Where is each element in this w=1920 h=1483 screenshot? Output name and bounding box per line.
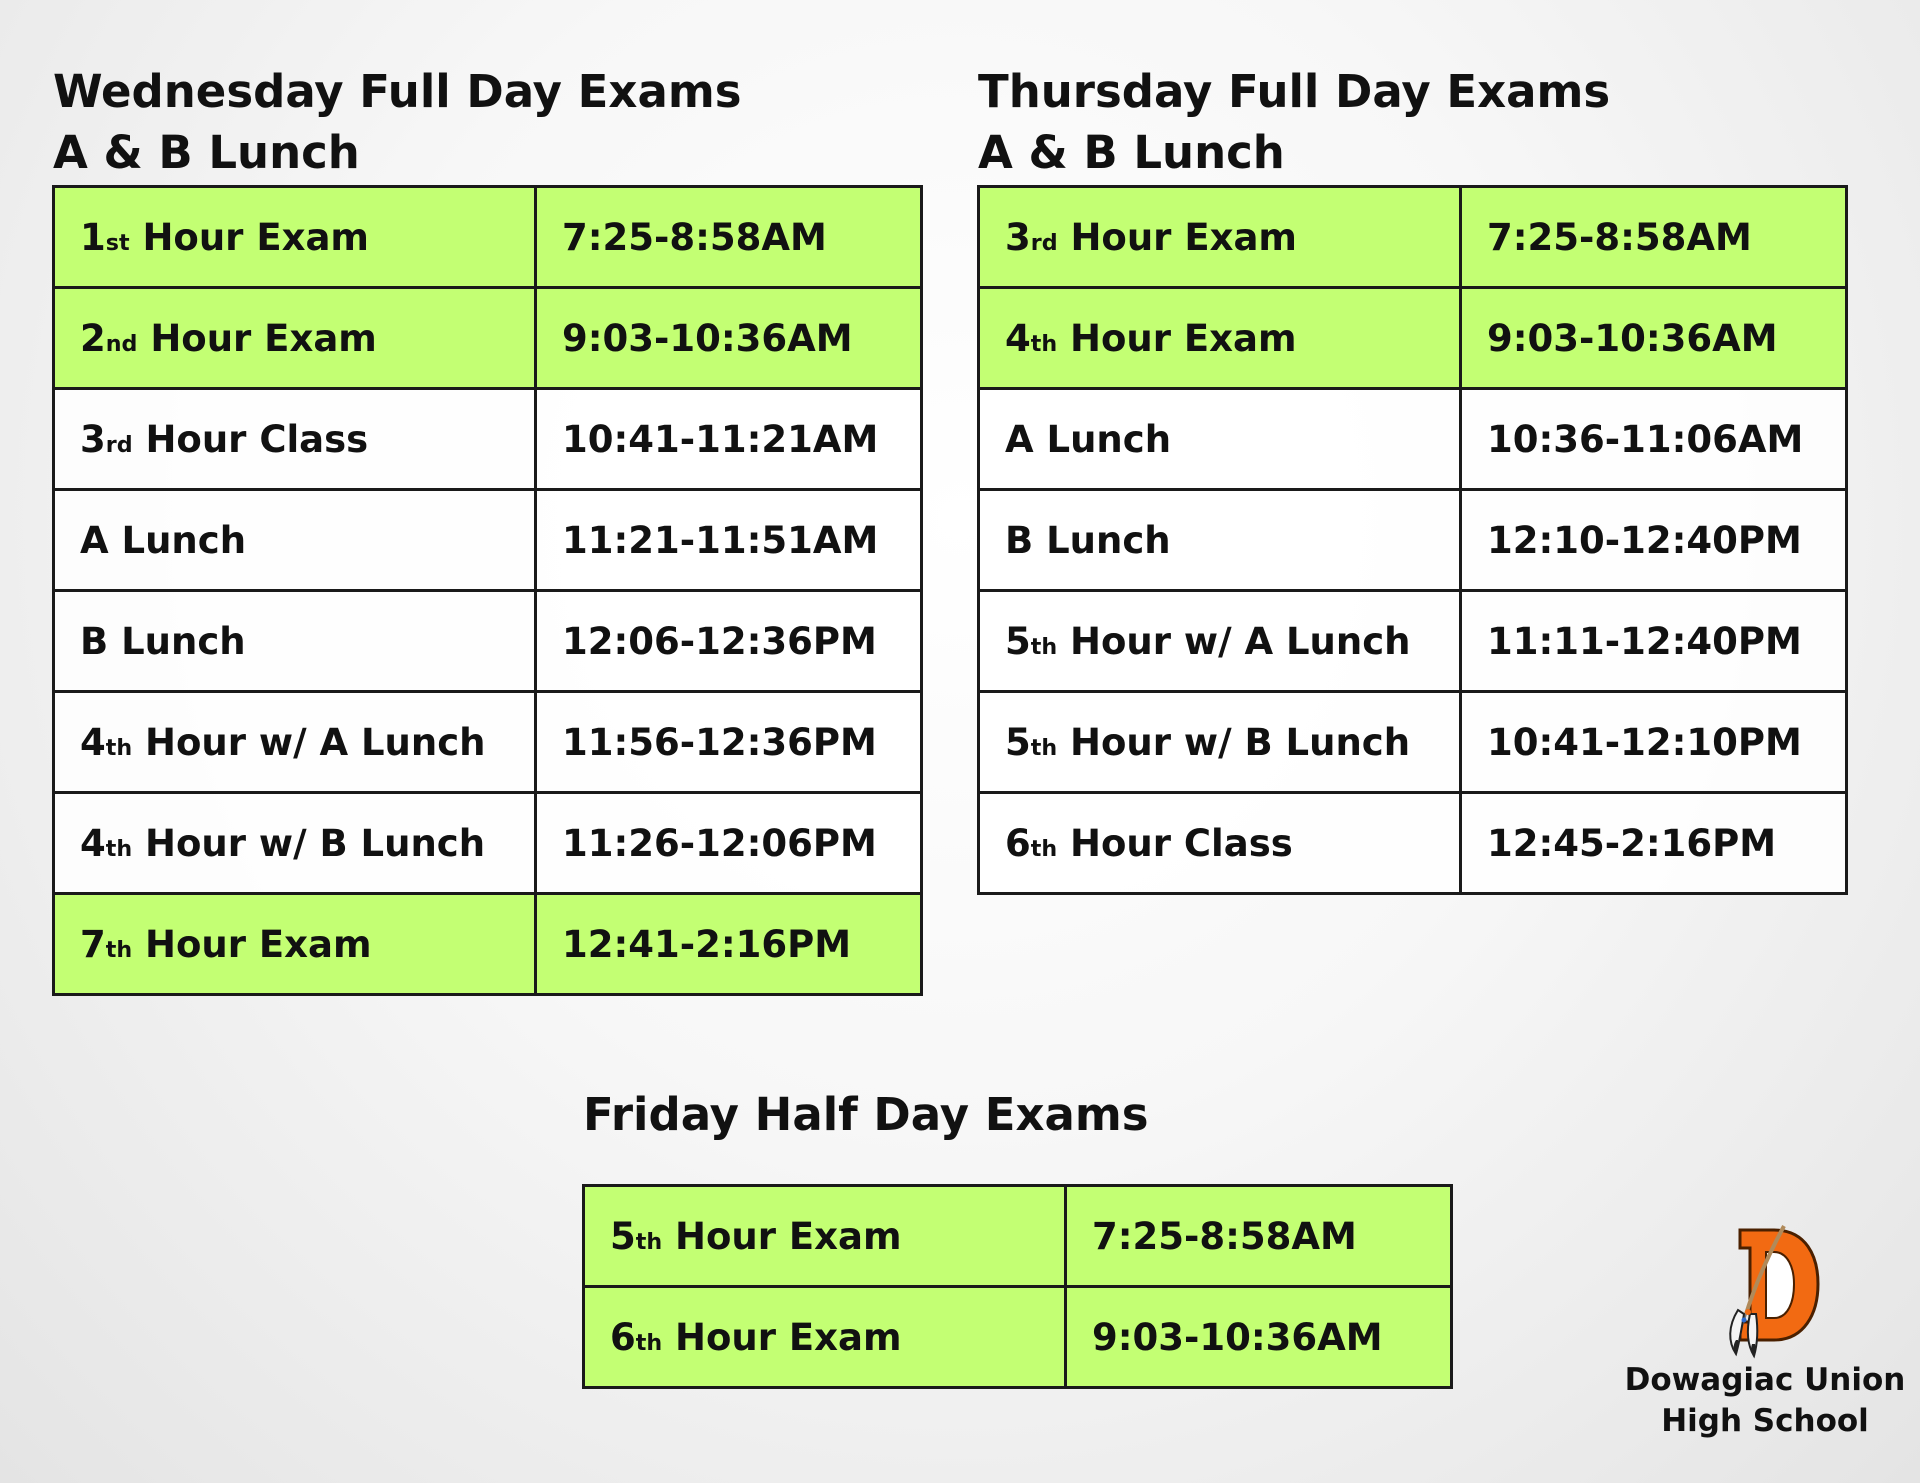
period-label: 3rd Hour Class [54,389,536,490]
period-label: 5th Hour w/ B Lunch [979,692,1461,793]
schedule-row-a-lunch [979,389,1847,490]
schedule-row-a-lunch [54,490,922,591]
school-name-line2: High School [1661,1403,1869,1439]
friday-schedule-table [582,1184,1453,1389]
period-time: 10:41-11:21AM [536,389,922,490]
period-time: 11:26-12:06PM [536,793,922,894]
school-name [1615,1360,1915,1442]
schedule-row-4th-hour-w-b-lunch [54,793,922,894]
period-time: 7:25-8:58AM [536,187,922,288]
period-time: 12:45-2:16PM [1461,793,1847,894]
schedule-row-2nd-hour-exam [54,288,922,389]
thursday-schedule-table [977,185,1848,895]
period-label: 6th Hour Class [979,793,1461,894]
thursday-title: Thursday Full Day Exams [978,65,1611,118]
period-label: 3rd Hour Exam [979,187,1461,288]
schedule-row-b-lunch [54,591,922,692]
period-label: A Lunch [54,490,536,591]
friday-title: Friday Half Day Exams [583,1088,1149,1141]
period-label: 4th Hour w/ B Lunch [54,793,536,894]
period-time: 7:25-8:58AM [1461,187,1847,288]
schedule-row-1st-hour-exam [54,187,922,288]
period-label: 5th Hour w/ A Lunch [979,591,1461,692]
period-time: 7:25-8:58AM [1066,1186,1452,1287]
schedule-row-3rd-hour-exam [979,187,1847,288]
period-label: 6th Hour Exam [584,1287,1066,1388]
period-time: 9:03-10:36AM [536,288,922,389]
schedule-row-6th-hour-exam [584,1287,1452,1388]
schedule-row-3rd-hour-class [54,389,922,490]
school-logo [1722,1222,1822,1362]
thursday-subtitle: A & B Lunch [978,126,1285,179]
school-name-line1: Dowagiac Union [1624,1362,1906,1398]
schedule-row-4th-hour-w-a-lunch [54,692,922,793]
schedule-row-5th-hour-w-b-lunch [979,692,1847,793]
schedule-row-5th-hour-w-a-lunch [979,591,1847,692]
period-label: 2nd Hour Exam [54,288,536,389]
wednesday-title: Wednesday Full Day Exams [53,65,742,118]
schedule-row-6th-hour-class [979,793,1847,894]
period-label: 4th Hour Exam [979,288,1461,389]
period-label: 4th Hour w/ A Lunch [54,692,536,793]
period-time: 12:41-2:16PM [536,894,922,995]
schedule-row-4th-hour-exam [979,288,1847,389]
period-time: 11:11-12:40PM [1461,591,1847,692]
period-time: 10:36-11:06AM [1461,389,1847,490]
period-label: A Lunch [979,389,1461,490]
schedule-row-5th-hour-exam [584,1186,1452,1287]
period-label: 7th Hour Exam [54,894,536,995]
period-time: 9:03-10:36AM [1461,288,1847,389]
wednesday-subtitle: A & B Lunch [53,126,360,179]
wednesday-schedule-table [52,185,923,996]
schedule-row-7th-hour-exam [54,894,922,995]
period-label: B Lunch [54,591,536,692]
period-time: 9:03-10:36AM [1066,1287,1452,1388]
period-label: 1st Hour Exam [54,187,536,288]
friday-heading [583,1084,1149,1145]
period-time: 11:56-12:36PM [536,692,922,793]
schedule-row-b-lunch [979,490,1847,591]
period-time: 12:06-12:36PM [536,591,922,692]
period-label: 5th Hour Exam [584,1186,1066,1287]
wednesday-heading [53,61,742,183]
period-time: 10:41-12:10PM [1461,692,1847,793]
thursday-heading [978,61,1610,183]
period-label: B Lunch [979,490,1461,591]
period-time: 12:10-12:40PM [1461,490,1847,591]
period-time: 11:21-11:51AM [536,490,922,591]
